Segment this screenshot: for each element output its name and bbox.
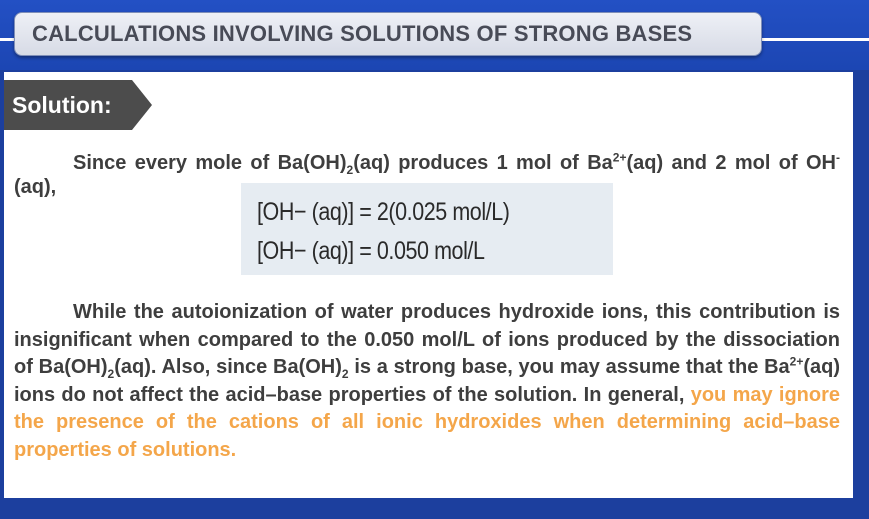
paragraph-explanation	[14, 299, 840, 464]
solution-label: Solution:	[12, 91, 112, 118]
p1-sup-2: -	[836, 150, 840, 165]
page-title: CALCULATIONS INVOLVING SOLUTIONS OF STRONG BASES	[32, 21, 693, 46]
p1-sup-1: 2+	[612, 150, 627, 165]
p2-text-1: While the autoionization of water produces hydroxide ions, this contribution is insignificant when compared to the 0.050 mol/L of ions produced by the dissociation of Ba(OH)	[14, 301, 840, 378]
p2-text-4: (aq) ions do not affect the acid–base properties of the solution. In general,	[14, 356, 840, 406]
p1-text-3: (aq) and 2 mol of OH	[626, 152, 836, 174]
p2-sub-2: 2	[341, 367, 349, 381]
formula-line-1: [OH− (aq)] = 2(0.025 mol/L)	[257, 198, 510, 226]
p2-text-3: is a strong base, you may assume that the Ba	[348, 356, 790, 378]
title-banner	[14, 12, 762, 56]
solution-label-tag	[4, 80, 132, 130]
formula-box	[241, 183, 613, 275]
p2-sub-1: 2	[107, 367, 115, 381]
p1-sub-1: 2	[346, 163, 354, 177]
content-panel	[4, 72, 853, 498]
p1-text-2: (aq) produces 1 mol of Ba	[353, 152, 613, 174]
formula-line-2: [OH− (aq)] = 0.050 mol/L	[257, 237, 485, 265]
p2-text-2: (aq). Also, since Ba(OH)	[114, 356, 342, 378]
p1-text-4: (aq),	[14, 176, 57, 198]
p2-sup-1: 2+	[789, 354, 804, 369]
highlighted-conclusion: you may ignore the presence of the cations of all ionic hydroxides when determining acid–base properties of solutions.	[14, 383, 841, 461]
p1-text-1: Since every mole of Ba(OH)	[73, 152, 347, 174]
